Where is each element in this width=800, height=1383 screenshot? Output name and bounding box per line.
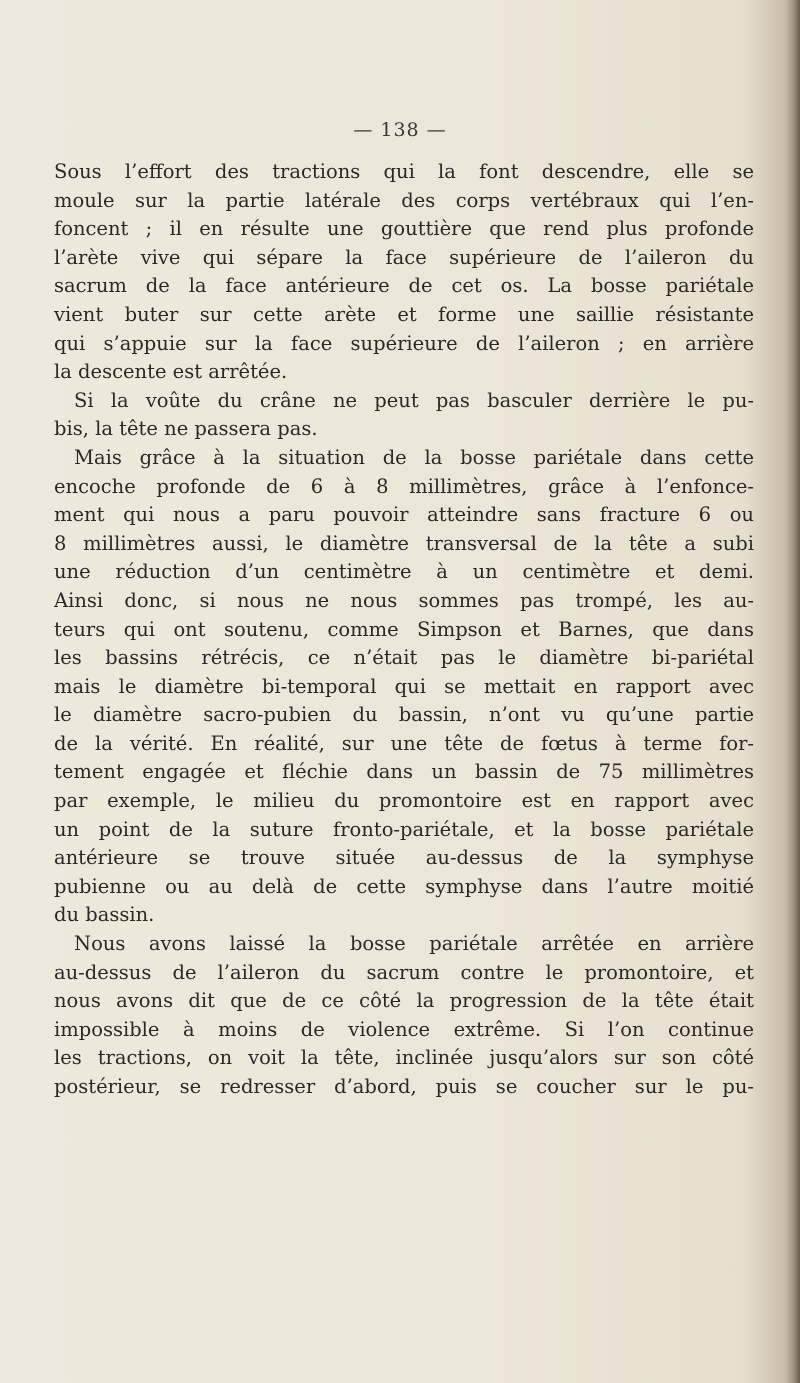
text-line: Nous avons laissé la bosse pariétale arrêtée en arrière [74,932,754,956]
text-line: teurs qui ont soutenu, comme Simpson et Barnes, que dans [54,617,754,641]
body-text [54,158,754,1102]
text-line: vient buter sur cette arète et forme une saillie résistante [54,302,754,326]
page-binding-edge [786,0,800,1383]
page-number: — 138 — [353,119,447,141]
text-line: Mais grâce à la situation de la bosse pariétale dans cette [74,445,754,469]
text-line: l’arète vive qui sépare la face supérieure de l’aileron du [54,245,754,269]
text-line: bis, la tête ne passera pas. [54,417,318,441]
text-line: mais le diamètre bi-temporal qui se mettait en rapport avec [54,674,754,698]
text-line: moule sur la partie latérale des corps vertébraux qui l’en- [54,188,754,212]
text-line: les bassins rétrécis, ce n’était pas le diamètre bi-pariétal [54,646,754,670]
text-line: postérieur, se redresser d’abord, puis se coucher sur le pu- [54,1075,754,1098]
text-line: la descente est arrêtée. [54,360,288,384]
text-line: une réduction d’un centimètre à un centimètre et demi. [54,560,754,584]
text-line: foncent ; il en résulte une gouttière que rend plus profonde [54,217,754,241]
text-line: sacrum de la face antérieure de cet os. La bosse pariétale [54,274,754,298]
text-line: du bassin. [54,903,155,927]
text-line: encoche profonde de 6 à 8 millimètres, grâce à l’enfonce- [54,474,754,498]
text-line: nous avons dit que de ce côté la progression de la tête était [54,989,754,1013]
text-line: pubienne ou au delà de cette symphyse dans l’autre moitié [54,874,754,898]
text-line: impossible à moins de violence extrême. Si l’on continue [54,1017,754,1041]
text-line: un point de la suture fronto-pariétale, et la bosse pariétale [54,817,754,841]
text-line: le diamètre sacro-pubien du bassin, n’ont vu qu’une partie [54,703,754,727]
text-line: au-dessus de l’aileron du sacrum contre le promontoire, et [54,960,754,984]
text-line: de la vérité. En réalité, sur une tête de fœtus à terme for- [54,731,754,755]
text-line: Si la voûte du crâne ne peut pas basculer derrière le pu- [74,388,754,412]
text-line: Ainsi donc, si nous ne nous sommes pas trompé, les au- [54,588,754,612]
text-line: qui s’appuie sur la face supérieure de l’aileron ; en arrière [54,331,754,355]
text-line: antérieure se trouve située au-dessus de la symphyse [54,846,754,870]
text-line: tement engagée et fléchie dans un bassin de 75 millimètres [54,760,754,784]
text-line: Sous l’effort des tractions qui la font descendre, elle se [54,160,754,183]
text-line: les tractions, on voit la tête, inclinée jusqu’alors sur son côté [54,1046,754,1070]
text-line: 8 millimètres aussi, le diamètre transversal de la tête a subi [54,531,754,555]
text-line: par exemple, le milieu du promontoire est en rapport avec [54,789,754,813]
text-line: ment qui nous a paru pouvoir atteindre sans fracture 6 ou [54,503,754,527]
